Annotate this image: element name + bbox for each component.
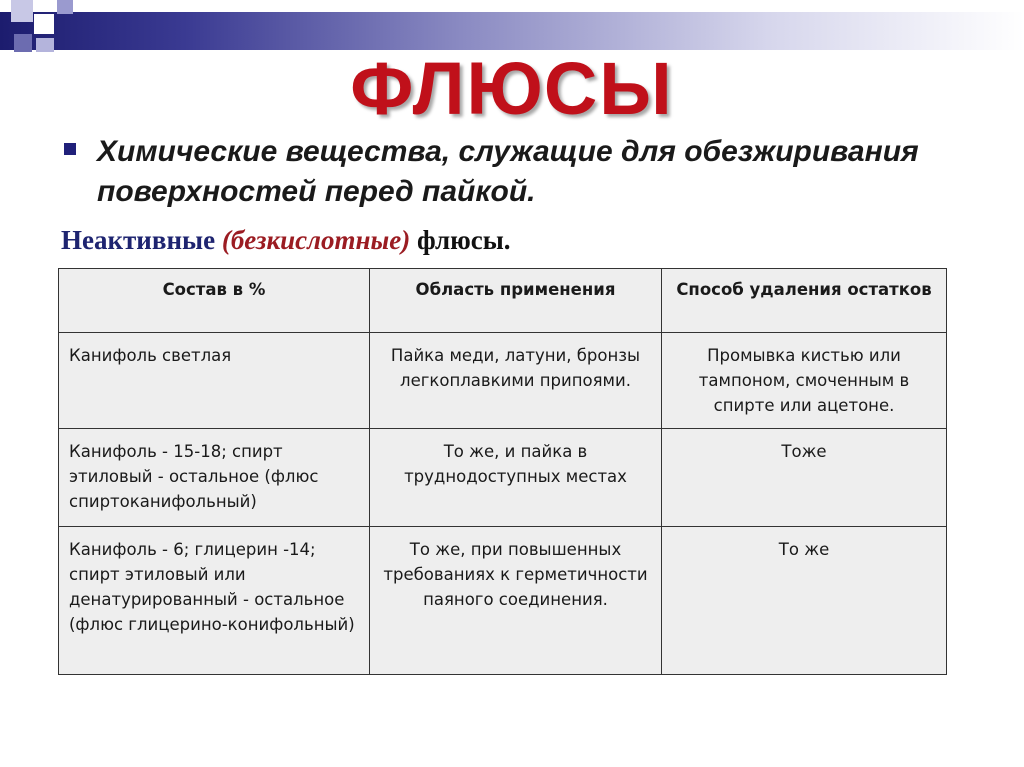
decorative-square [34, 14, 54, 34]
cell-removal: То же [662, 527, 947, 675]
cell-removal: Промывка кистью или тампоном, смоченным в спирте или ацетоне. [662, 333, 947, 429]
cell-removal: Тоже [662, 429, 947, 527]
flux-table [58, 268, 947, 675]
bullet-square-icon [64, 143, 76, 155]
decorative-square [57, 0, 73, 14]
slide-title: ФЛЮСЫ [350, 47, 674, 130]
cell-composition: Канифоль светлая [59, 333, 370, 429]
header-gradient-bar [0, 12, 1024, 50]
subheading-part-inactive: Неактивные [61, 225, 222, 255]
subheading-part-acidfree: (безкислотные) [221, 225, 411, 255]
cell-composition: Канифоль - 6; глицерин -14; спирт этиловый или денатурированный - остальное (флюс глицерино-конифольный) [59, 527, 370, 675]
section-subheading [61, 225, 511, 256]
cell-application: Пайка меди, латуни, бронзы легкоплавкими припоями. [370, 333, 662, 429]
column-header-removal: Способ удаления остатков [662, 269, 947, 333]
table-header-row [59, 269, 947, 333]
table-row [59, 333, 947, 429]
column-header-application: Область применения [370, 269, 662, 333]
cell-application: То же, при повышенных требованиях к герметичности паяного соединения. [370, 527, 662, 675]
column-header-composition: Состав в % [59, 269, 370, 333]
cell-composition: Канифоль - 15-18; спирт этиловый - остальное (флюс спиртоканифольный) [59, 429, 370, 527]
bullet-definition: Химические вещества, служащие для обезжиривания поверхностей перед пайкой. [97, 135, 919, 208]
table-row [59, 429, 947, 527]
table-row [59, 527, 947, 675]
subheading-part-fluxes: флюсы. [410, 225, 511, 255]
decorative-square [11, 0, 33, 22]
cell-application: То же, и пайка в труднодоступных местах [370, 429, 662, 527]
